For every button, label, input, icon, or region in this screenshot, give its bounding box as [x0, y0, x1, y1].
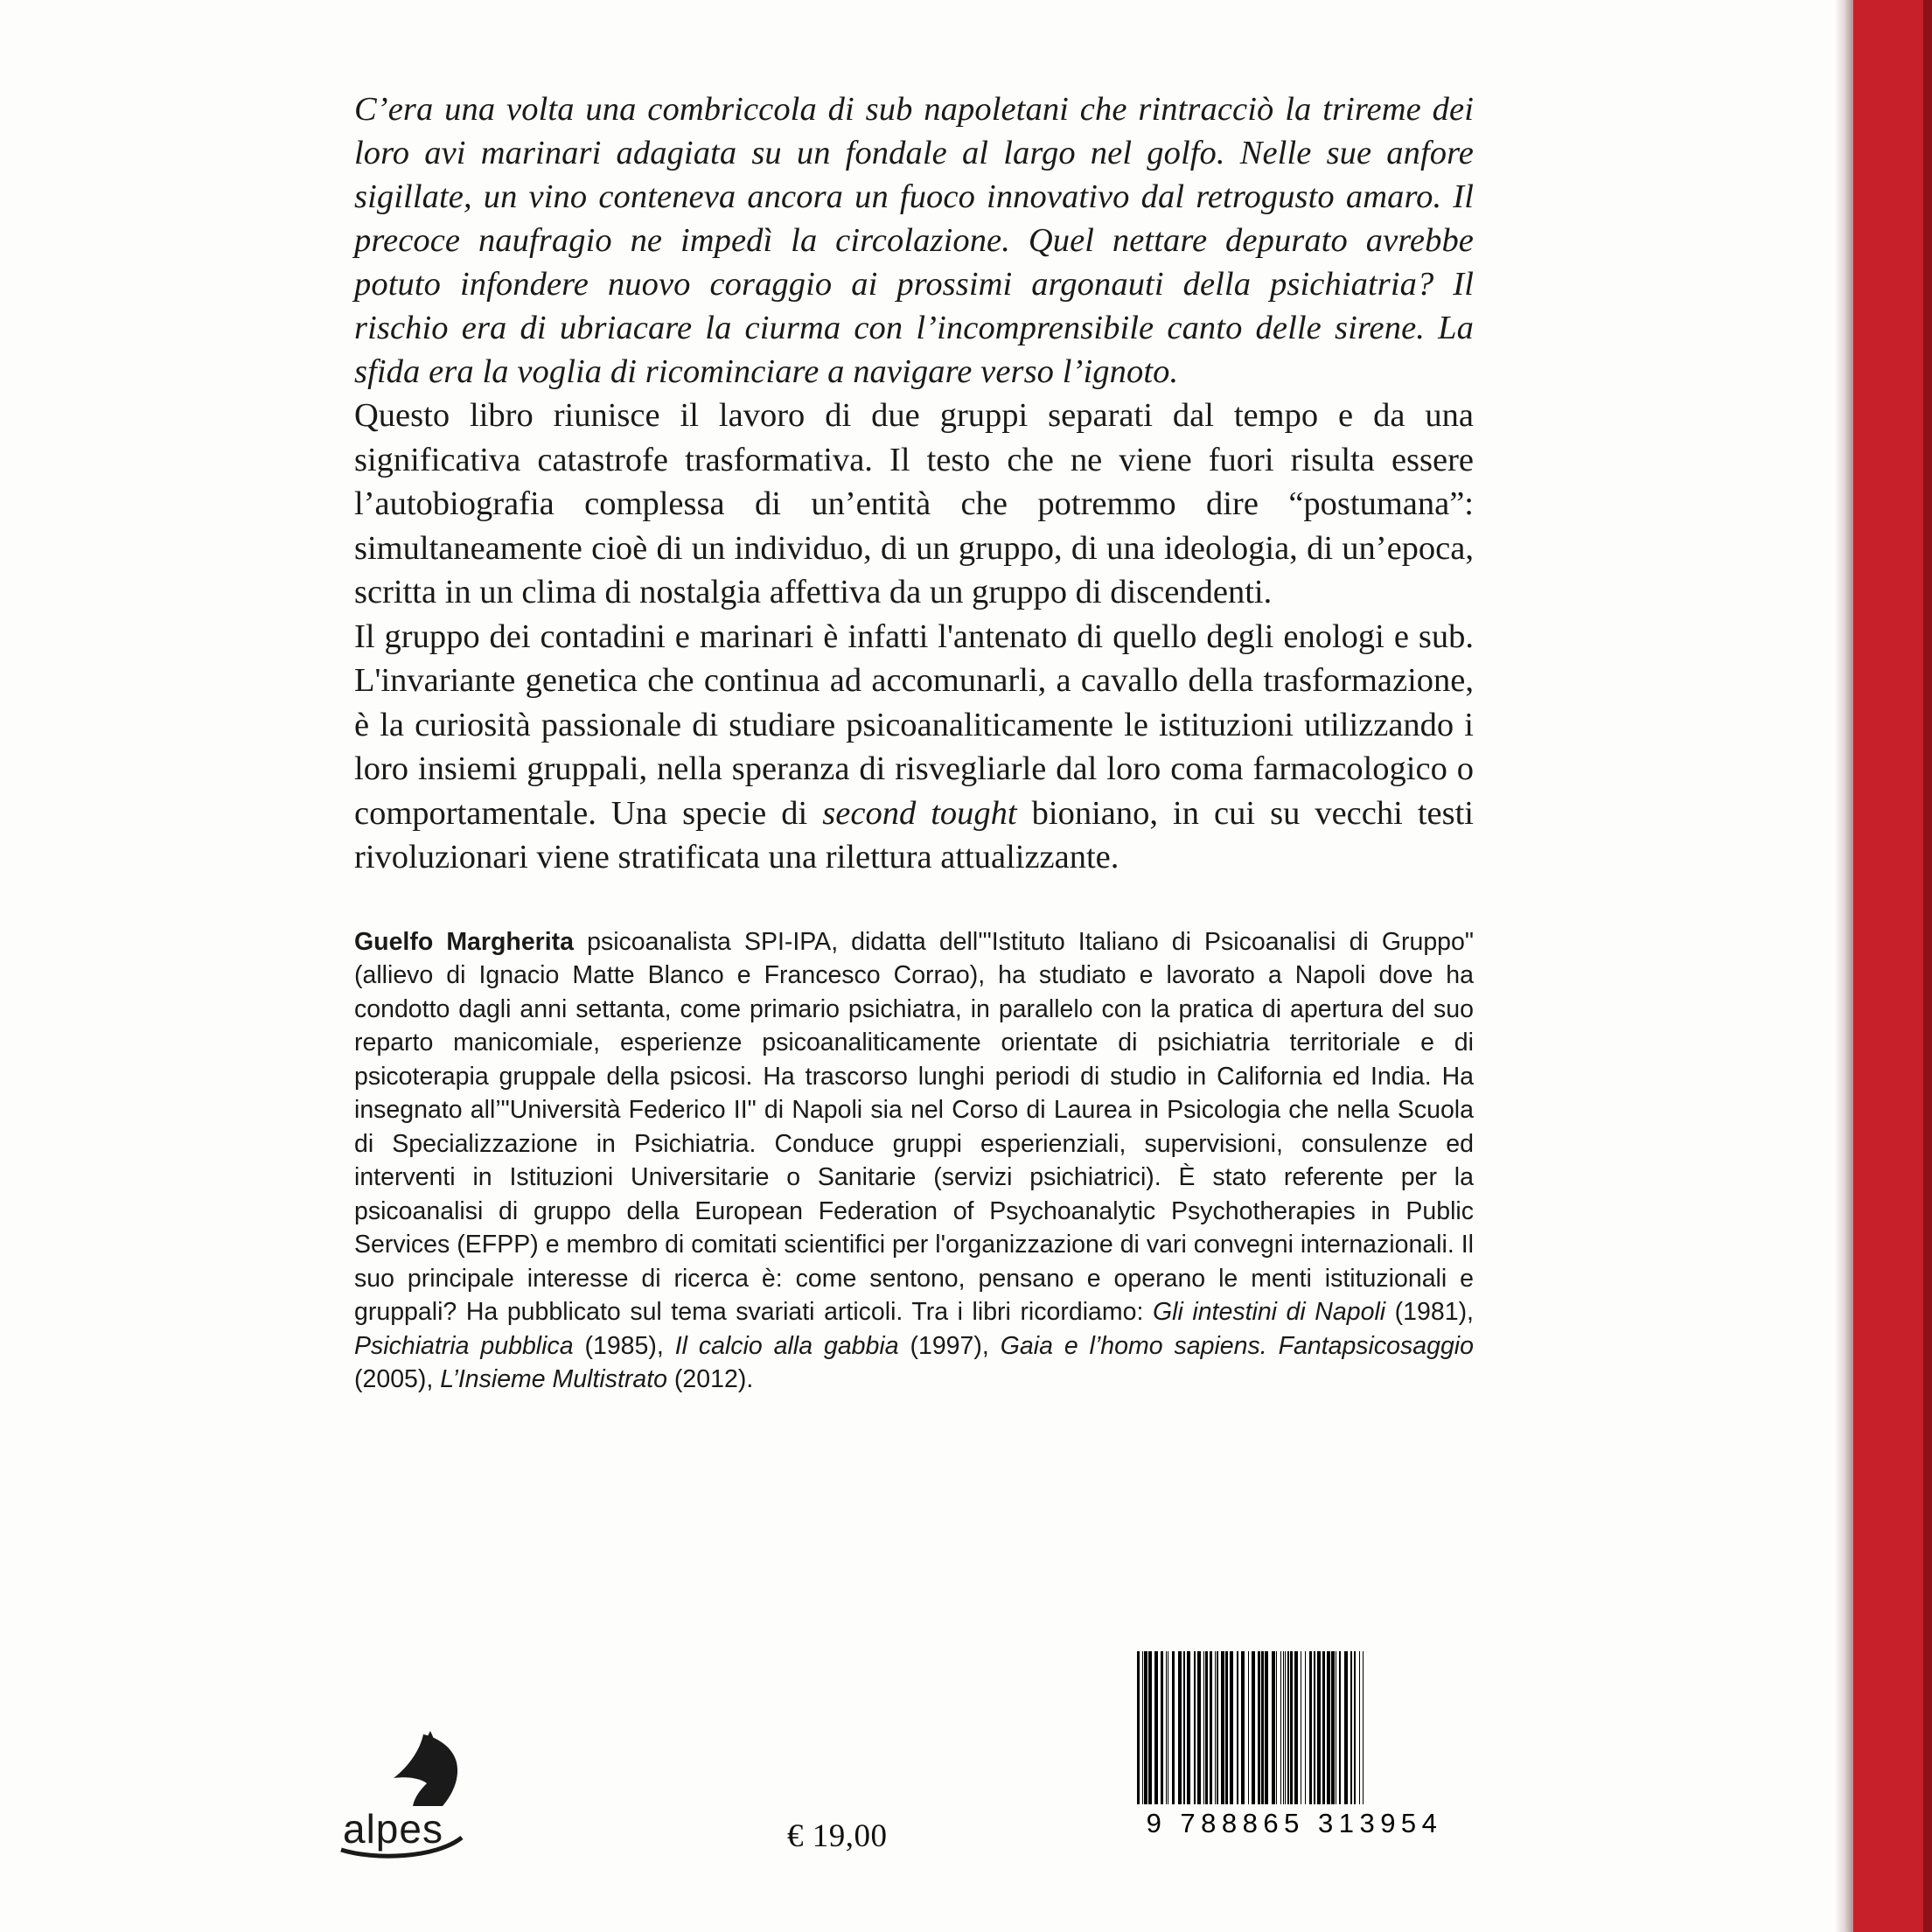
book-year: (1997), [898, 1331, 1001, 1360]
cover-footer [0, 1636, 1853, 1932]
blurb-italic-paragraph: C’era una volta una combriccola di sub napoletani che rintracciò la trireme dei loro avi marinari adagiata su un fondale al largo nel golfo. Nelle sue anfore sigillate, un vino conteneva ancora un fuoco innovativo dal retrogusto amaro. Il precoce naufragio ne impedì la circolazione. Quel nettare depurato avrebbe potuto infondere nuovo coraggio ai prossimi argonauti della psichiatria? Il rischio era di ubriacare la ciurma con l’incomprensibile canto delle sirene. La sfida era la voglia di ricominciare a navigare verso l’ignoto. [354, 91, 1474, 390]
isbn-digits: 9 788865 313954 [1146, 1808, 1443, 1838]
spine-shadow [1834, 0, 1853, 1932]
blurb-paragraph-2-italic-term: second tought [822, 794, 1017, 832]
book-spine [1853, 0, 1932, 1932]
publisher-logo [339, 1727, 541, 1859]
author-name: Guelfo Margherita [354, 927, 575, 956]
book-title: L’Insieme Multistrato [440, 1365, 668, 1393]
barcode-bars [1137, 1651, 1452, 1804]
blurb-paragraph-2-start: Il gruppo dei contadini e marinari è infatti l'antenato di quello degli enologi e sub. L'invariante genetica che continua ad accomunarli, a cavallo della trasformazione, è la curiosità passionale di studiare psicoanaliticamente le istituzioni utilizzando i loro insiemi gruppali, nella speranza di risvegliarle dal loro coma farmacologico o comportamentale. Una specie di [354, 617, 1474, 832]
author-biography [354, 925, 1474, 1397]
book-year: (2012). [667, 1365, 754, 1393]
isbn-barcode [1137, 1651, 1452, 1839]
book-year: (1981), [1385, 1298, 1474, 1326]
cover-text-block [354, 87, 1474, 1421]
svg-text:alpes: alpes [343, 1806, 443, 1852]
price-label: € 19,00 [787, 1818, 888, 1854]
blurb-paragraph-2-end: bioniano, in cui su vecchi testi rivoluzionari viene stratificata una rilettura attualizzante. [354, 794, 1474, 875]
blurb-paragraph-1: Questo libro riunisce il lavoro di due gruppi separati dal tempo e da una significativa catastrofe trasformativa. Il testo che ne viene fuori risulta essere l’autobiografia complessa di un’entità che potremmo dire “postumana”: simultaneamente cioè di un individuo, di un gruppo, di una ideologia, di un’epoca, scritta in un clima di nostalgia affettiva da un gruppo di discendenti. [354, 397, 1474, 610]
spine-edge [1923, 0, 1932, 1932]
book-title: Il calcio alla gabbia [674, 1331, 899, 1360]
book-title: Gli intestini di Napoli [1152, 1298, 1386, 1326]
book-title: Psichiatria pubblica [354, 1331, 574, 1360]
blurb-paragraph-2 [354, 615, 1474, 880]
book-year: (2005), [354, 1365, 441, 1393]
book-title: Gaia e l’homo sapiens. Fantapsicosaggio [1000, 1331, 1474, 1360]
book-year: (1985), [573, 1331, 675, 1360]
author-bio-text: psicoanalista SPI-IPA, didatta dell'"Istituto Italiano di Psicoanalisi di Gruppo" (allievo di Ignacio Matte Blanco e Francesco Corrao), ha studiato e lavorato a Napoli dove ha condotto dagli anni settanta, come primario psichiatra, in parallelo con la pratica di apertura del suo reparto manicomiale, esperienze psicoanaliticamente orientate di psichiatria territoriale e di psicoterapia gruppale della psicosi. Ha trascorso lunghi periodi di studio in California ed India. Ha insegnato all’"Università Federico II" di Napoli sia nel Corso di Laurea in Psicologia che nella Scuola di Specializzazione in Psichiatria. Conduce gruppi esperienziali, supervisioni, consulenze ed interventi in Istituzioni Universitarie o Sanitarie (servizi psichiatrici). È stato referente per la psicoanalisi di gruppo della European Federation of Psychoanalytic Psychotherapies in Public Services (EFPP) e membro di comitati scientifici per l'organizzazione di vari convegni internazionali. Il suo principale interesse di ricerca è: come sentono, pensano e operano le menti istituzionali e gruppali? Ha pubblicato sul tema svariati articoli. Tra i libri ricordiamo: [354, 927, 1474, 1326]
